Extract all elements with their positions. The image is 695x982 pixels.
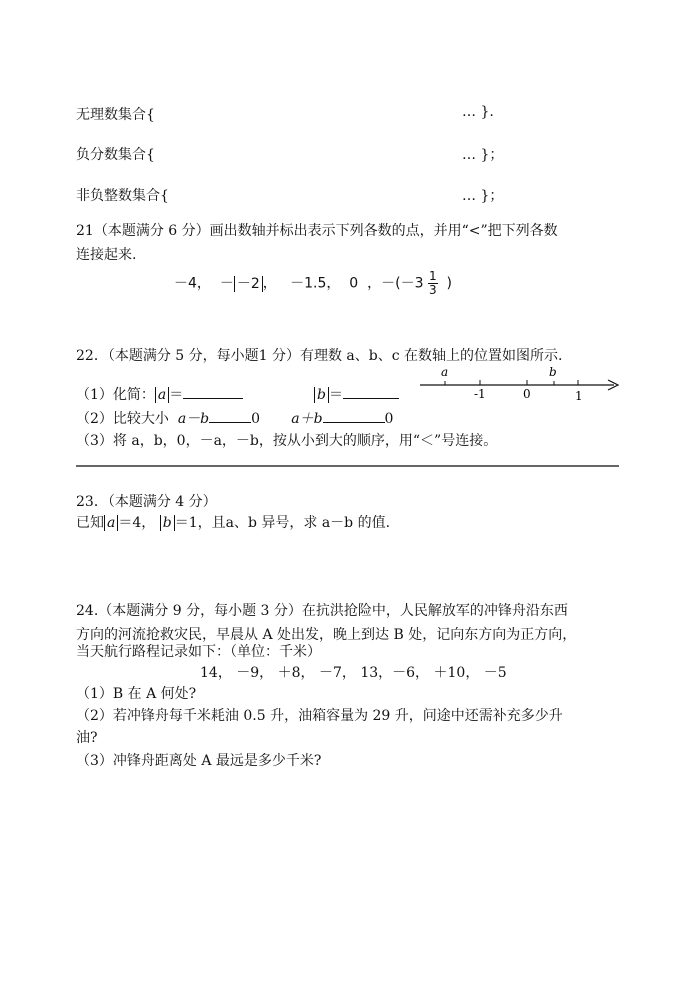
number-line-figure [418, 362, 626, 404]
q21-line2: 连接起来. [76, 247, 137, 263]
set-irrational-tail: … }. [462, 104, 494, 120]
set-nonneg-integer-tail: … }； [462, 188, 504, 204]
q24-sub2a: （2）若冲锋舟每千米耗油 0.5 升，油箱容量为 29 升，问途中还需补充多少升 [76, 708, 563, 724]
label-a: a [441, 365, 449, 379]
set-negative-fraction-tail: … }； [462, 147, 504, 163]
q22-part2: （2）比较大小 a－b 0 a＋b 0 [76, 408, 393, 428]
answer-blank[interactable] [209, 408, 251, 423]
q24-records: 14， －9， ＋8， －7， 13，－6， ＋10， －5 [200, 665, 507, 681]
q24-line2: 方向的河流抢救灾民，早晨从 A 处出发，晚上到达 B 处，记向东方向为正方向， [76, 627, 577, 643]
label-b: b [549, 365, 557, 379]
section-divider [76, 465, 619, 467]
set-negative-fraction: 负分数集合{ [76, 147, 155, 163]
answer-blank[interactable] [323, 408, 385, 423]
q22-title: 22．（本题满分 5 分，每小题1 分）有理数 a、b、c 在数轴上的位置如图所示. [76, 348, 563, 364]
q24-sub1: （1）B 在 A 何处? [76, 686, 197, 702]
set-irrational: 无理数集合{ [76, 107, 155, 123]
q24-line1: 24.（本题满分 9 分，每小题 3 分）在抗洪抢险中，人民解放军的冲锋舟沿东西 [76, 603, 568, 619]
answer-blank[interactable] [343, 384, 399, 399]
q24-line3: 当天航行路程记录如下：（单位：千米） [76, 644, 321, 660]
q21-numbers: －4， － －2 ， －1.5， 0 ，－(－3 $\frac{1}{3}$ ) [174, 269, 452, 297]
q22-part1-b: b ＝ [314, 384, 399, 404]
set-nonneg-integer: 非负整数集合{ [76, 188, 169, 204]
q23-title: 23．（本题满分 4 分） [76, 494, 217, 510]
q23-body: 已知 a ＝4， b ＝1，且a、b 异号，求 a－b 的值. [76, 515, 391, 531]
label-minus-one: -1 [474, 387, 486, 401]
q22-part3: （3）将 a，b，0，－a，－b，按从小到大的顺序，用“＜”号连接。 [76, 433, 498, 449]
label-one: 1 [575, 389, 583, 403]
label-zero: 0 [523, 387, 531, 401]
q22-part1: （1）化简： a ＝ [76, 384, 243, 404]
q24-sub3: （3）冲锋舟距离处 A 最远是多少千米? [76, 753, 322, 769]
q21-line1: 21（本题满分 6 分）画出数轴并标出表示下列各数的点，并用“<”把下列各数 [76, 223, 558, 239]
q24-sub2b: 油? [76, 730, 98, 746]
answer-blank[interactable] [183, 384, 243, 399]
fraction-one-third: $\frac{1}{3}$ [428, 269, 437, 297]
